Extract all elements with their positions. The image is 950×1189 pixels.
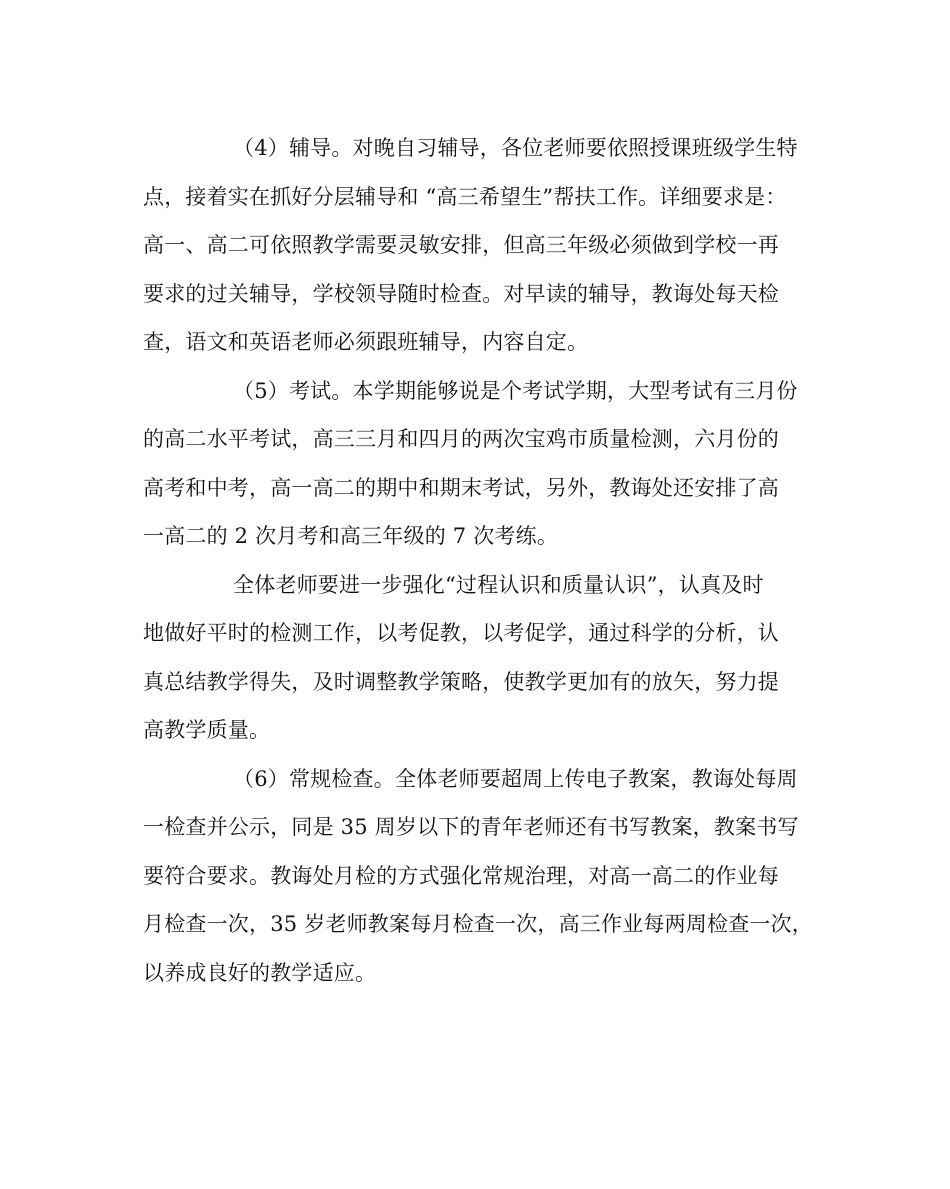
text-line: （6）常规检查。全体老师要超周上传电子教案，教诲处每周	[233, 766, 798, 791]
document-body	[143, 124, 823, 997]
text-line: 地做好平时的检测工作，以考促教，以考促学，通过科学的分析，认	[143, 621, 779, 645]
text-line: 真总结教学得失，及时调整教学策略，使教学更加有的放矢，努力提	[143, 669, 779, 694]
text-line: （4）辅导。对晚自习辅导，各位老师要依照授课班级学生特	[233, 136, 798, 160]
text-line: （5）考试。本学期能够说是个考试学期，大型考试有三月份	[233, 378, 798, 403]
text-line: 点，接着实在抓好分层辅导和 “高三希望生”帮扶工作。详细要求是：	[143, 184, 787, 209]
text-line: 高考和中考，高一高二的期中和期末考试，另外，教诲处还安排了高	[143, 475, 779, 500]
text-line: 要求的过关辅导，学校领导随时检查。对早读的辅导，教诲处每天检	[143, 281, 779, 306]
text-line: 一高二的 2 次月考和高三年级的 7 次考练。	[143, 524, 559, 548]
text-line: 查，语文和英语老师必须跟班辅导，内容自定。	[143, 330, 589, 354]
text-line: 月检查一次，35 岁老师教案每月检查一次，高三作业每两周检查一次，	[143, 912, 813, 936]
text-line: 要符合要求。教诲处月检的方式强化常规治理，对高一高二的作业每	[143, 863, 779, 888]
text-line: 的高二水平考试，高三三月和四月的两次宝鸡市质量检测，六月份的	[143, 427, 779, 451]
text-line: 一检查并公示，同是 35 周岁以下的青年老师还有书写教案，教案书写	[143, 815, 799, 839]
text-line: 以养成良好的教学适应。	[143, 960, 377, 985]
text-line: 高一、高二可依照教学需要灵敏安排，但高三年级必须做到学校一再	[143, 233, 779, 257]
text-line: 高教学质量。	[143, 718, 271, 742]
text-line: 全体老师要进一步强化“过程认识和质量认识”，认真及时	[233, 572, 764, 597]
